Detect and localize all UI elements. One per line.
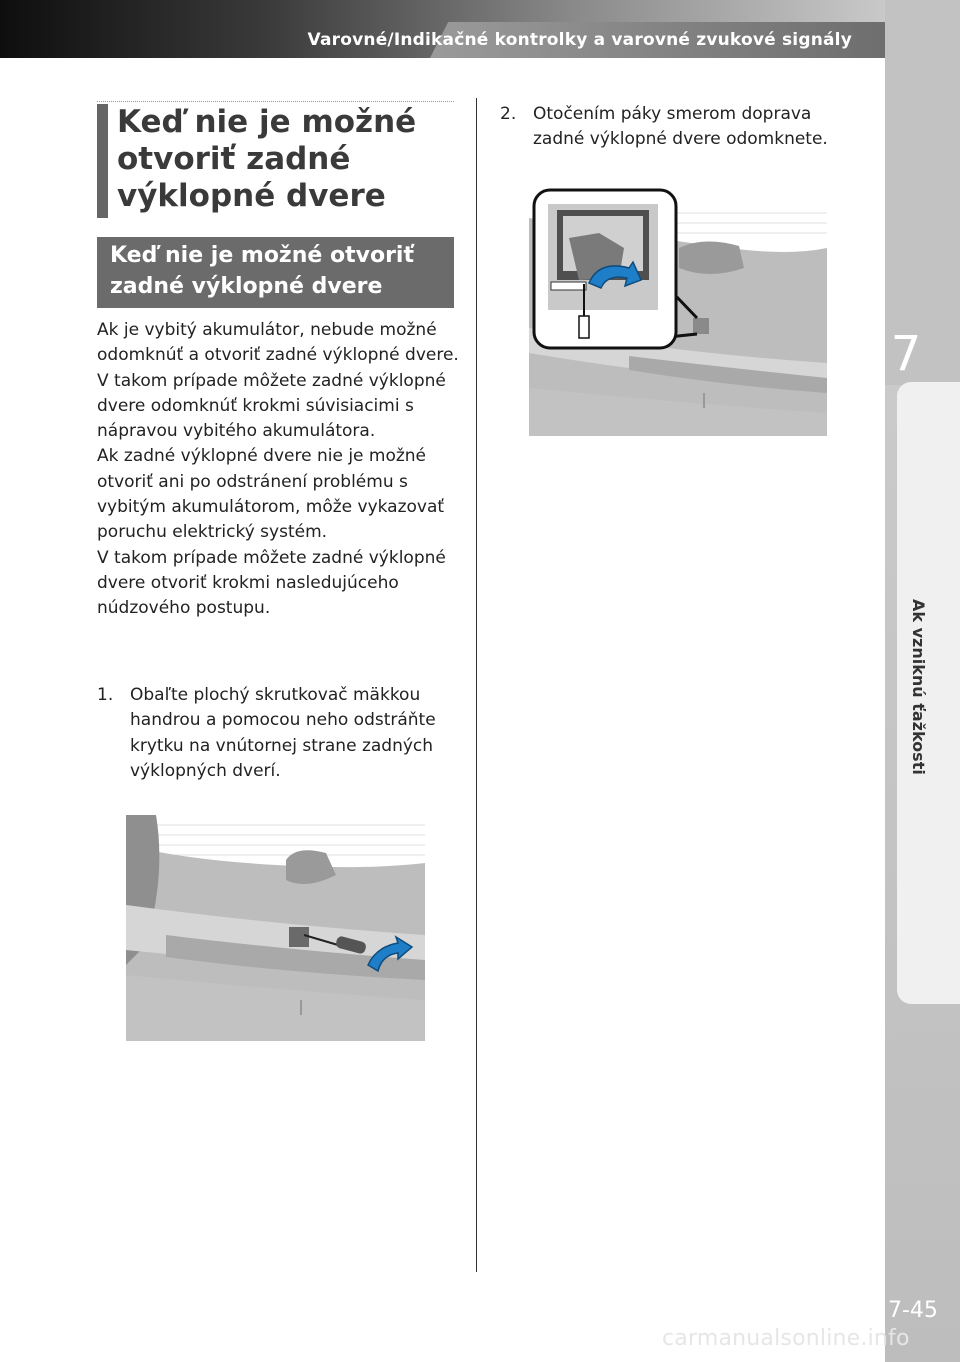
section-heading-block [97,104,465,218]
paragraph: Ak je vybitý akumulátor, nebude možné odomknúť a otvoriť zadné výklopné dvere. [97,320,459,366]
subheading-box [97,237,454,308]
page-header-title: Varovné/Indikačné kontrolky a varovné zvukové signály [307,30,852,50]
column-divider [476,98,477,1272]
chapter-tab[interactable] [897,382,960,1004]
chapter-number: 7 [890,326,922,382]
step-text: Otočením páky smerom doprava zadné výklopné dvere odomknete. [533,104,828,150]
dotted-rule [97,101,454,102]
illustration-turn-lever [529,188,827,436]
page-number: 7-45 [888,1298,938,1323]
body-text [97,318,462,622]
tailgate-lever-illustration [529,188,827,436]
step-number: 2. [500,104,517,124]
watermark: carmanualsonline.info [662,1326,910,1351]
paragraph: V takom prípade môžete zadné výklopné dvere otvoriť krokmi nasledujúceho núdzového postupu. [97,547,446,619]
step-number: 1. [97,685,114,705]
paragraph: Ak zadné výklopné dvere nie je možné otvoriť ani po odstránení problému s vybitým akumulátorom, môže vykazovať poruchu elektrický systém. [97,446,445,543]
subheading: Keď nie je možné otvoriť zadné výklopné dvere [110,243,414,299]
step-text: Obaľte plochý skrutkovač mäkkou handrou a pomocou neho odstráňte krytku na vnútornej strane zadných výklopných dverí. [130,685,436,781]
section-heading: Keď nie je možné otvoriť zadné výklopné dvere [117,104,417,214]
illustration-remove-cover [126,815,425,1041]
chapter-title: Ak vzniknú ťažkosti [909,599,928,775]
tailgate-cover-illustration [126,815,425,1041]
paragraph: V takom prípade môžete zadné výklopné dvere odomknúť krokmi súvisiacimi s nápravou vybitého akumulátora. [97,370,446,442]
